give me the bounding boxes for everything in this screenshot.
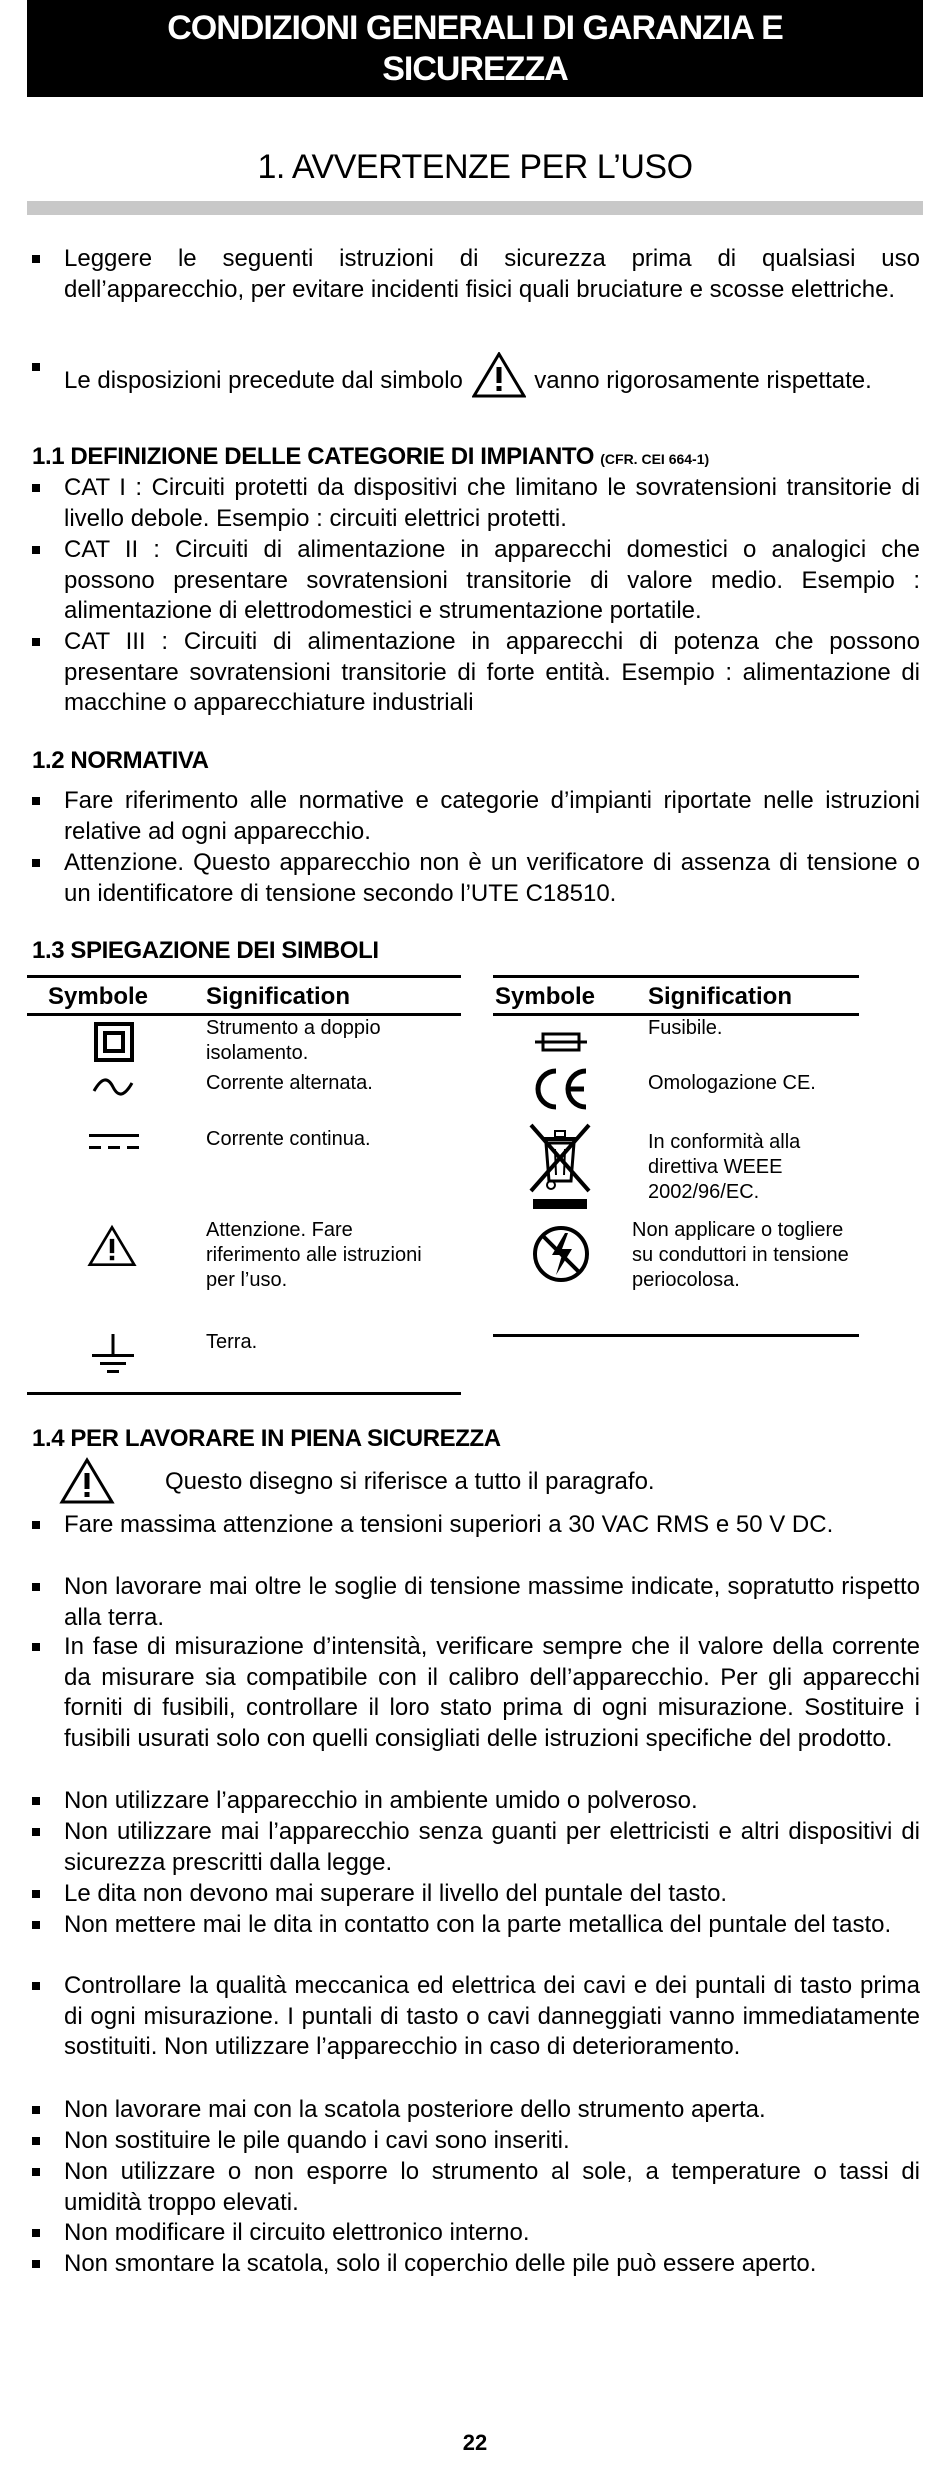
list-item-text [64, 352, 920, 398]
bullet-icon [32, 1890, 40, 1898]
list-item-text: Fare riferimento alle normative e categorie d’impianti riportate nelle istruzioni relative ad ogni apparecchio. [64, 787, 920, 845]
bullet-icon [32, 255, 40, 263]
bullet-icon [32, 2260, 40, 2268]
section-title-text: 1.1 DEFINIZIONE DELLE CATEGORIE DI IMPIANTO [32, 443, 594, 470]
section-1-2-title: 1.2 NORMATIVA [32, 747, 209, 774]
table-rule [493, 1334, 859, 1337]
list-item-text: CAT I : Circuiti protetti da dispositivi che limitano le sovratensioni transitorie di livello debole. Esempio : circuiti elettrici protetti. [64, 474, 920, 532]
alternating-current-icon [92, 1077, 134, 1097]
bullet-icon [32, 638, 40, 646]
warning-triangle-icon [58, 1458, 116, 1504]
list-item [32, 2249, 920, 2280]
bullet-icon [32, 797, 40, 805]
list-item-text: Le dita non devono mai superare il livello del puntale del tasto. [64, 1880, 728, 1907]
column-header-meaning: Signification [206, 983, 350, 1010]
fuse-icon [535, 1032, 587, 1052]
table-cell: In conformità alla direttiva WEEE 2002/96/EC. [648, 1131, 801, 1203]
list-item-text: Non utilizzare mai l’apparecchio senza guanti per elettricisti e altri dispositivi di sicurezza prescritti dalla legge. [64, 1818, 920, 1876]
column-header-symbol: Symbole [495, 983, 596, 1010]
list-item-text: Controllare la qualità meccanica ed elettrica dei cavi e dei puntali di tasto prima di ogni misurazione. I puntali di tasto o cavi danneggiati vanno immediatamente sostituiti. Non utilizzare l’apparecchio in caso di deterioramento. [64, 1972, 920, 2060]
section-1-3-title: 1.3 SPIEGAZIONE DEI SIMBOLI [32, 937, 379, 964]
table-rule [493, 975, 859, 978]
page-title-banner [27, 0, 923, 97]
bullet-icon [32, 2229, 40, 2237]
table-cell: Corrente alternata. [206, 1072, 373, 1094]
list-item [32, 2218, 920, 2249]
list-item [32, 848, 920, 909]
list-item [32, 1910, 920, 1941]
bullet-icon [32, 1828, 40, 1836]
section-reference: (CFR. CEI 664-1) [600, 451, 710, 467]
list-item-text-b: vanno rigorosamente rispettate. [534, 367, 872, 394]
table-cell: Non applicare o togliere su conduttori in tensione periocolosa. [632, 1219, 849, 1291]
page-title-line1: CONDIZIONI GENERALI DI GARANZIA E [167, 9, 783, 47]
warning-triangle-icon [88, 1225, 136, 1267]
bullet-icon [32, 1583, 40, 1591]
list-item [32, 1510, 920, 1541]
table-cell: Terra. [206, 1331, 258, 1353]
table-cell: Attenzione. Fare riferimento alle istruzioni per l’uso. [206, 1219, 422, 1291]
table-rule [27, 975, 461, 978]
table-cell: Fusibile. [648, 1017, 723, 1039]
list-item-text: Leggere le seguenti istruzioni di sicurezza prima di qualsiasi uso dell’apparecchio, per evitare incidenti fisici quali bruciature e scosse elettriche. [64, 245, 920, 303]
bullet-icon [32, 484, 40, 492]
bullet-icon [32, 363, 40, 371]
table-rule [27, 1392, 461, 1395]
section-1-4-title: 1.4 PER LAVORARE IN PIENA SICUREZZA [32, 1425, 501, 1452]
list-item [32, 352, 920, 398]
list-item [32, 2126, 920, 2157]
bullet-icon [32, 1797, 40, 1805]
section-1-title: 1. AVVERTENZE PER L’USO [257, 148, 693, 186]
double-insulation-icon [94, 1022, 134, 1062]
list-item-text: CAT II : Circuiti di alimentazione in apparecchi domestici o analogici che possono presentare sovratensioni transitorie di valore medio. Esempio : alimentazione di elettrodomestici e strumentazione portatile. [64, 536, 920, 624]
weee-bin-icon [525, 1121, 595, 1211]
section-divider [27, 201, 923, 215]
list-item [32, 1971, 920, 2063]
column-header-symbol: Symbole [48, 983, 149, 1010]
table-cell: Omologazione CE. [648, 1072, 816, 1094]
direct-current-icon [89, 1132, 139, 1152]
list-item-text: In fase di misurazione d’intensità, verificare sempre che il valore della corrente da misurare sia compatibile con il calibro dell’apparecchio. Per gli apparecchi forniti di fusibili, controllare il loro stato prima di ogni misurazione. Sostituire i fusibili usurati solo con quelli consigliati delle istruzioni specifiche del prodotto. [64, 1633, 920, 1752]
list-item-text: Non lavorare mai oltre le soglie di tensione massime indicate, sopratutto rispetto alla terra. [64, 1573, 920, 1631]
list-item [32, 1817, 920, 1878]
section-intro: Questo disegno si riferisce a tutto il paragrafo. [165, 1468, 655, 1495]
list-item [32, 1786, 920, 1817]
list-item-text-a: Le disposizioni precedute dal simbolo [64, 367, 463, 394]
warning-triangle-icon [472, 352, 526, 398]
ground-icon [90, 1334, 136, 1376]
bullet-icon [32, 1521, 40, 1529]
bullet-icon [32, 1921, 40, 1929]
list-item [32, 535, 920, 627]
list-item [32, 786, 920, 847]
bullet-icon [32, 859, 40, 867]
list-item [32, 2095, 920, 2126]
page-title-line2: SICUREZZA [382, 50, 568, 88]
list-item-text: Non lavorare mai con la scatola posteriore dello strumento aperta. [64, 2096, 766, 2123]
page-number: 22 [462, 2430, 488, 2455]
bullet-icon [32, 1982, 40, 1990]
list-item-text: Non smontare la scatola, solo il coperchio delle pile può essere aperto. [64, 2250, 817, 2277]
bullet-icon [32, 2137, 40, 2145]
list-item-text: Non mettere mai le dita in contatto con la parte metallica del puntale del tasto. [64, 1911, 892, 1938]
table-cell: Corrente continua. [206, 1128, 371, 1150]
list-item [32, 1572, 920, 1633]
list-item [32, 2157, 920, 2218]
no-live-conductor-icon [532, 1225, 590, 1283]
list-item [32, 244, 920, 305]
list-item-text: Non utilizzare o non esporre lo strumento al sole, a temperature o tassi di umidità troppo elevati. [64, 2158, 920, 2216]
section-1-1-title [32, 443, 709, 471]
list-item-text: Non utilizzare l’apparecchio in ambiente umido o polveroso. [64, 1787, 698, 1814]
ce-mark-icon [528, 1067, 592, 1111]
list-item-text: Non sostituire le pile quando i cavi sono inseriti. [64, 2127, 570, 2154]
bullet-icon [32, 546, 40, 554]
table-cell: Strumento a doppio isolamento. [206, 1017, 381, 1064]
bullet-icon [32, 2106, 40, 2114]
column-header-meaning: Signification [648, 983, 792, 1010]
list-item [32, 627, 920, 719]
list-item [32, 473, 920, 534]
list-item-text: Fare massima attenzione a tensioni superiori a 30 VAC RMS e 50 V DC. [64, 1511, 834, 1538]
list-item [32, 1879, 920, 1910]
list-item-text: Attenzione. Questo apparecchio non è un verificatore di assenza di tensione o un identificatore di tensione secondo l’UTE C18510. [64, 849, 920, 907]
list-item [32, 1632, 920, 1754]
bullet-icon [32, 1643, 40, 1651]
bullet-icon [32, 2168, 40, 2176]
list-item-text: CAT III : Circuiti di alimentazione in apparecchi di potenza che possono presentare sovratensioni transitorie di forte entità. Esempio : alimentazione di macchine o apparecchiature industriali [64, 628, 920, 716]
list-item-text: Non modificare il circuito elettronico interno. [64, 2219, 530, 2246]
